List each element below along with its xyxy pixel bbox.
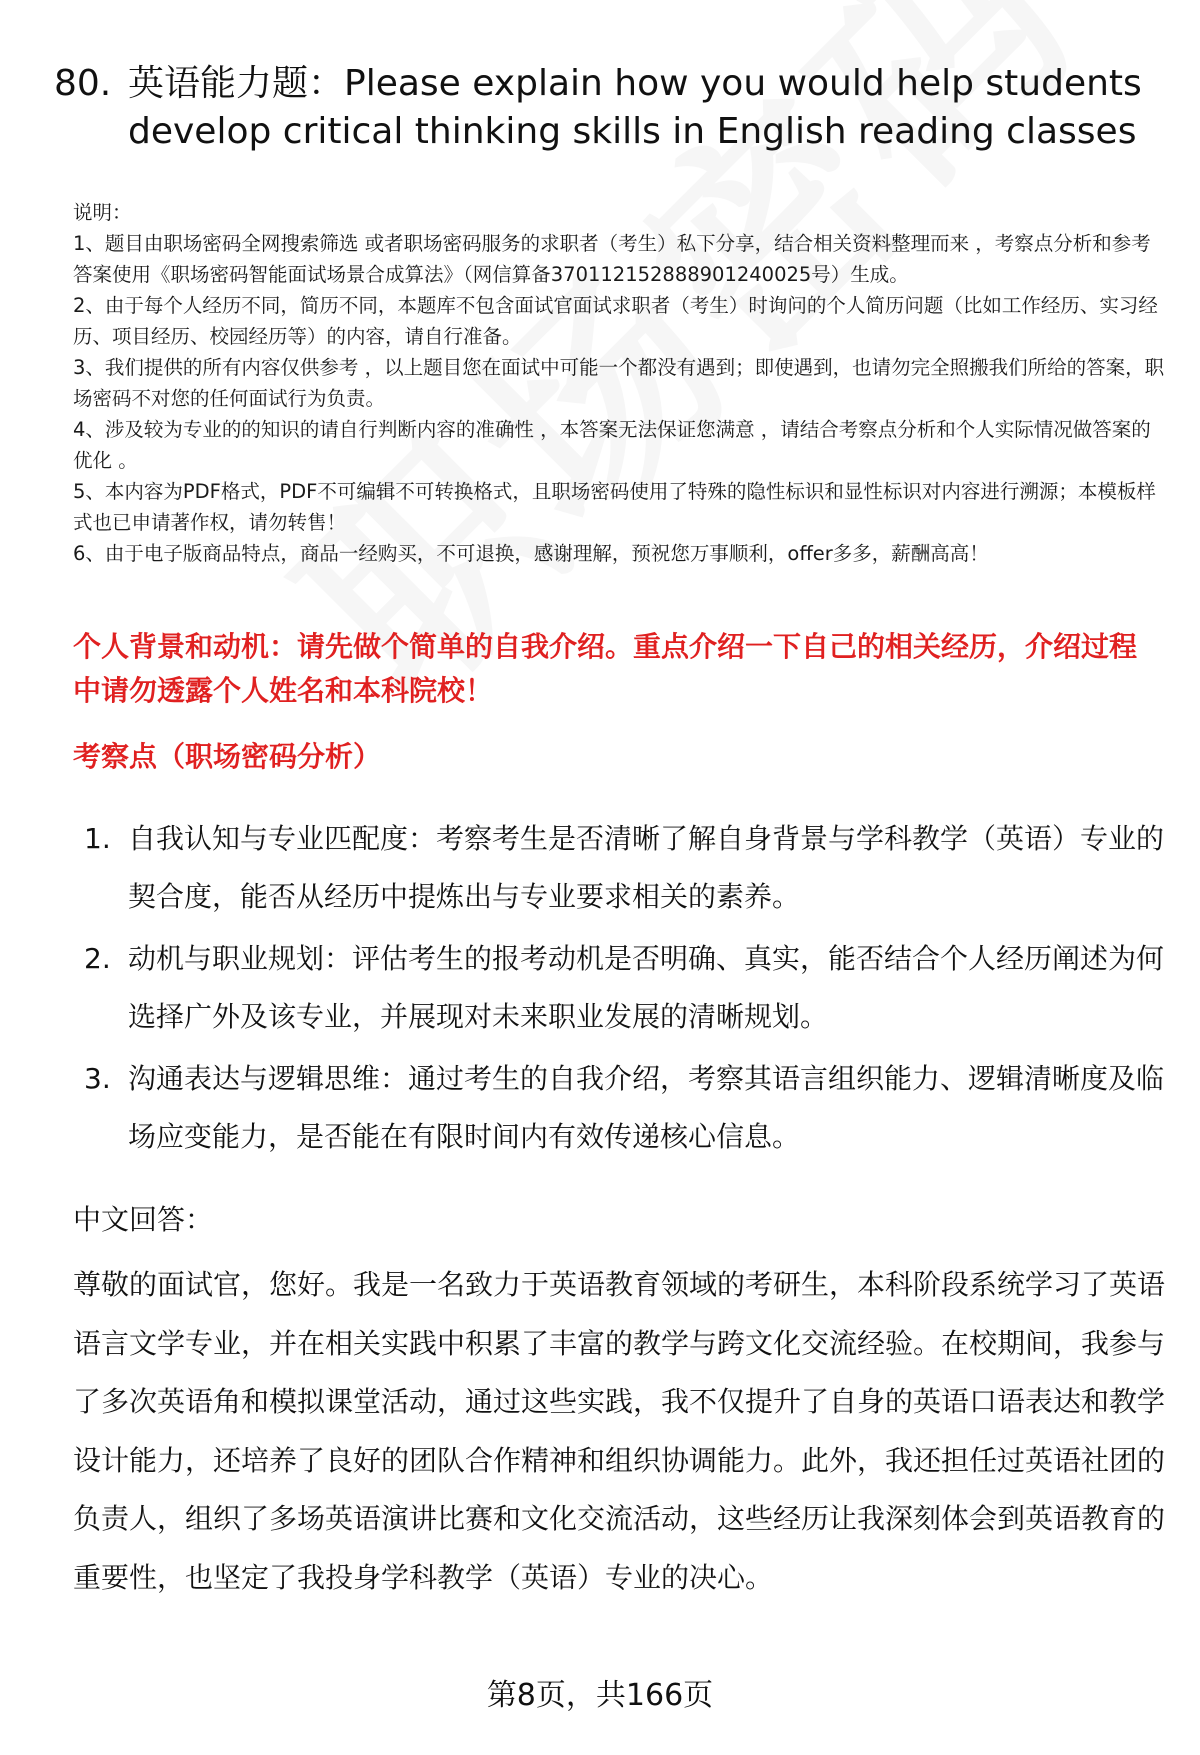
key-point-text: 自我认知与专业匹配度：考察考生是否清晰了解自身背景与学科教学（英语）专业的契合度，能否从经历中提炼出与专业要求相关的素养。 [128,822,1165,913]
note-item: 4、涉及较为专业的的知识的请自行判断内容的准确性 ，本答案无法保证您满意 ，请结合考察点分析和个人实际情况做答案的优化 。 [73,418,1151,472]
key-points-heading: 考察点（职场密码分析） [73,740,382,773]
question-title [54,60,1164,156]
note-item: 1、题目由职场密码全网搜索筛选 或者职场密码服务的求职者（考生）私下分享，结合相关资料整理而来 ，考察点分析和参考答案使用《职场密码智能面试场景合成算法》（网信算备370112152888901240025号）生成。 [73,232,1151,286]
note-item: 5、本内容为PDF格式，PDF不可编辑不可转换格式，且职场密码使用了特殊的隐性标识和显性标识对内容进行溯源；本模板样式也已申请著作权，请勿转售！ [73,480,1156,534]
answer-body: 尊敬的面试官，您好。我是一名致力于英语教育领域的考研生，本科阶段系统学习了英语语言文学专业，并在相关实践中积累了丰富的教学与跨文化交流经验。在校期间，我参与了多次英语角和模拟课堂活动，通过这些实践，我不仅提升了自身的英语口语表达和教学设计能力，还培养了良好的团队合作精神和组织协调能力。此外，我还担任过英语社团的负责人，组织了多场英语演讲比赛和文化交流活动，这些经历让我深刻体会到英语教育的重要性，也坚定了我投身学科教学（英语）专业的决心。 [73,1268,1166,1594]
answer-heading: 中文回答： [73,1203,214,1236]
note-item: 6、由于电子版商品特点，商品一经购买，不可退换，感谢理解，预祝您万事顺利，offer多多，薪酬高高！ [73,542,989,565]
note-item: 2、由于每个人经历不同，简历不同，本题库不包含面试官面试求职者（考生）时询问的个人简历问题（比如工作经历、实习经历、项目经历、校园经历等）的内容，请自行准备。 [73,294,1158,348]
key-point-item [84,810,1164,926]
key-point-item [84,1050,1164,1166]
notes-heading: 说明： [73,201,132,224]
page-footer: 第8页，共166页 [486,1678,714,1713]
key-point-number: 2. [84,942,111,975]
note-item: 3、我们提供的所有内容仅供参考 ，以上题目您在面试中可能一个都没有遇到；即使遇到，也请勿完全照搬我们所给的答案，职场密码不对您的任何面试行为负责。 [73,356,1165,410]
question-number: 80. [54,63,112,104]
interview-question: 个人背景和动机：请先做个简单的自我介绍。重点介绍一下自己的相关经历，介绍过程中请勿透露个人姓名和本科院校！ [73,630,1138,707]
key-point-text: 动机与职业规划：评估考生的报考动机是否明确、真实，能否结合个人经历阐述为何选择广外及该专业，并展现对未来职业发展的清晰规划。 [128,942,1165,1033]
key-point-number: 1. [84,822,111,855]
key-point-text: 沟通表达与逻辑思维：通过考生的自我介绍，考察其语言组织能力、逻辑清晰度及临场应变能力，是否能在有限时间内有效传递核心信息。 [128,1062,1165,1153]
key-points-list [84,810,1164,1170]
notes-section [73,197,1168,569]
key-point-item [84,930,1164,1046]
key-point-number: 3. [84,1062,111,1095]
question-title-text: 英语能力题：Please explain how you would help students develop critical thinking skills in English reading classes [128,63,1142,152]
